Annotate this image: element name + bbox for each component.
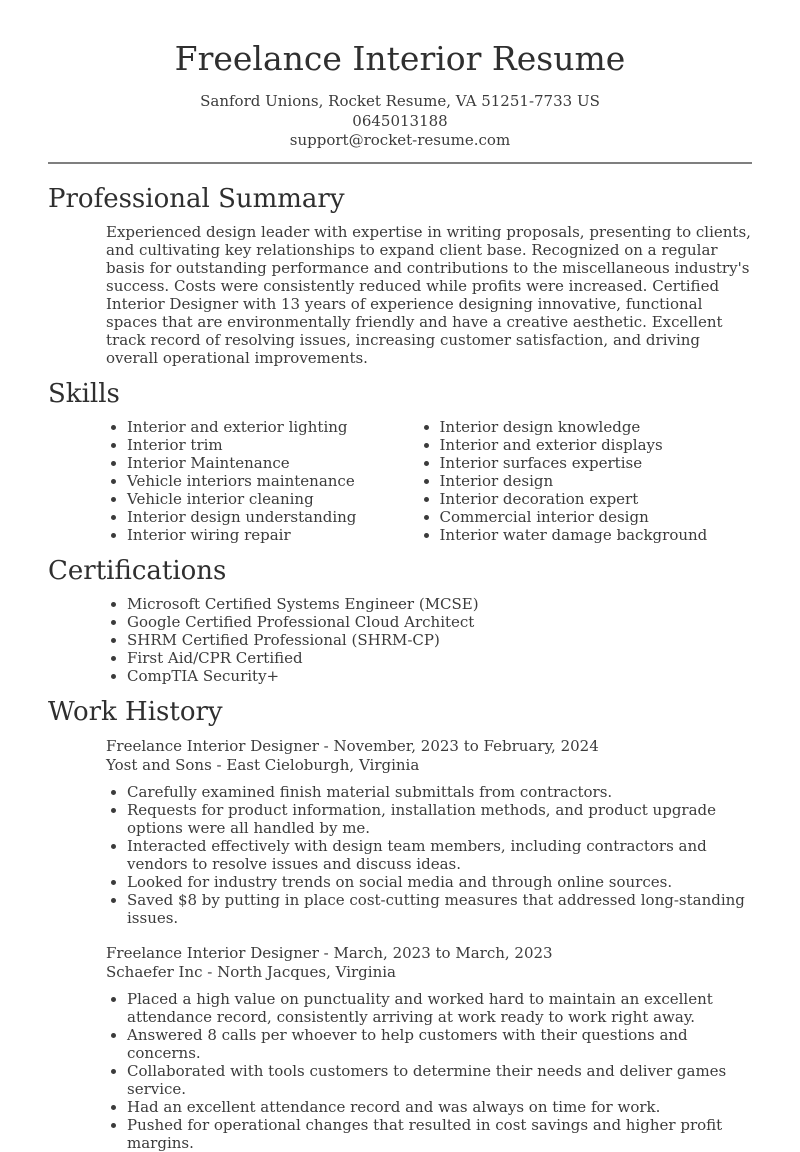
page-title: Freelance Interior Resume <box>174 39 626 78</box>
certification-item: • CompTIA Security+ <box>127 667 752 685</box>
section-heading-work-history: Work History <box>48 697 223 728</box>
skills-list <box>106 418 752 544</box>
skill-item: • Vehicle interiors maintenance <box>127 472 440 490</box>
skill-item: • Interior water damage background <box>440 526 753 544</box>
skill-item: • Interior and exterior displays <box>440 436 753 454</box>
certification-item: • SHRM Certified Professional (SHRM-CP) <box>127 631 752 649</box>
job-bullet: • Looked for industry trends on social media and through online sources. <box>127 873 752 891</box>
skill-item: • Interior design <box>440 472 753 490</box>
job-entry <box>106 737 752 927</box>
skill-item: • Interior Maintenance <box>127 454 440 472</box>
skill-item: • Interior wiring repair <box>127 526 440 544</box>
section-heading-certifications: Certifications <box>48 556 227 587</box>
job-company-line: Yost and Sons - East Cieloburgh, Virginia <box>106 755 420 774</box>
certifications-list <box>106 595 752 685</box>
job-bullet: • Answered 8 calls per whoever to help customers with their questions and concerns. <box>127 1026 752 1062</box>
job-title-line: Freelance Interior Designer - November, 2023 to February, 2024 <box>106 736 599 755</box>
section-heading-skills: Skills <box>48 378 120 409</box>
job-bullet: • Had an excellent attendance record and was always on time for work. <box>127 1098 752 1116</box>
certification-item: • First Aid/CPR Certified <box>127 649 752 667</box>
skill-item: • Interior trim <box>127 436 440 454</box>
section-heading-professional-summary: Professional Summary <box>48 183 345 214</box>
skill-item: • Vehicle interior cleaning <box>127 490 440 508</box>
job-bullet-list <box>106 990 752 1152</box>
contact-phone: 0645013188 <box>352 111 448 130</box>
job-bullet: • Pushed for operational changes that resulted in cost savings and higher profit margins. <box>127 1116 752 1152</box>
job-bullet: • Saved $8 by putting in place cost-cutting measures that addressed long-standing issues. <box>127 891 752 927</box>
job-bullet: • Requests for product information, installation methods, and product upgrade options were all handled by me. <box>127 801 752 837</box>
job-title-line: Freelance Interior Designer - March, 2023 to March, 2023 <box>106 943 553 962</box>
skill-item: • Interior design knowledge <box>440 418 753 436</box>
contact-block <box>48 92 752 151</box>
skill-item: • Interior surfaces expertise <box>440 454 753 472</box>
professional-summary-text: Experienced design leader with expertise in writing proposals, presenting to clients, and cultivating key relationships to expand client base. Recognized on a regular basis for outstanding performance and contributions to the miscellaneous industry's success. Costs were consistently reduced while profits were increased. Certified Interior Designer with 13 years of experience designing innovative, functional spaces that are environmentally friendly and have a creative aesthetic. Excellent track record of resolving issues, increasing customer satisfaction, and driving overall operational improvements. <box>106 222 751 367</box>
contact-email: support@rocket-resume.com <box>289 131 511 150</box>
section-professional-summary <box>48 184 752 367</box>
resume-header <box>48 38 752 151</box>
skill-item: • Interior design understanding <box>127 508 440 526</box>
certification-item: • Google Certified Professional Cloud Architect <box>127 613 752 631</box>
job-bullet-list <box>106 783 752 927</box>
skill-item: • Interior and exterior lighting <box>127 418 440 436</box>
skill-item: • Commercial interior design <box>440 508 753 526</box>
job-bullet: • Placed a high value on punctuality and worked hard to maintain an excellent attendance record, consistently arriving at work ready to work right away. <box>127 990 752 1026</box>
certification-item: • Microsoft Certified Systems Engineer (MCSE) <box>127 595 752 613</box>
section-work-history <box>48 697 752 1151</box>
section-certifications <box>48 556 752 685</box>
job-bullet: • Interacted effectively with design team members, including contractors and vendors to resolve issues and discuss ideas. <box>127 837 752 873</box>
job-entry <box>106 944 752 1152</box>
job-bullet: • Carefully examined finish material submittals from contractors. <box>127 783 752 801</box>
job-company-line: Schaefer Inc - North Jacques, Virginia <box>106 962 396 981</box>
skill-item: • Interior decoration expert <box>440 490 753 508</box>
job-bullet: • Collaborated with tools customers to determine their needs and deliver games service. <box>127 1062 752 1098</box>
contact-address: Sanford Unions, Rocket Resume, VA 51251-7733 US <box>200 92 600 111</box>
header-divider <box>48 162 752 164</box>
section-skills <box>48 379 752 544</box>
